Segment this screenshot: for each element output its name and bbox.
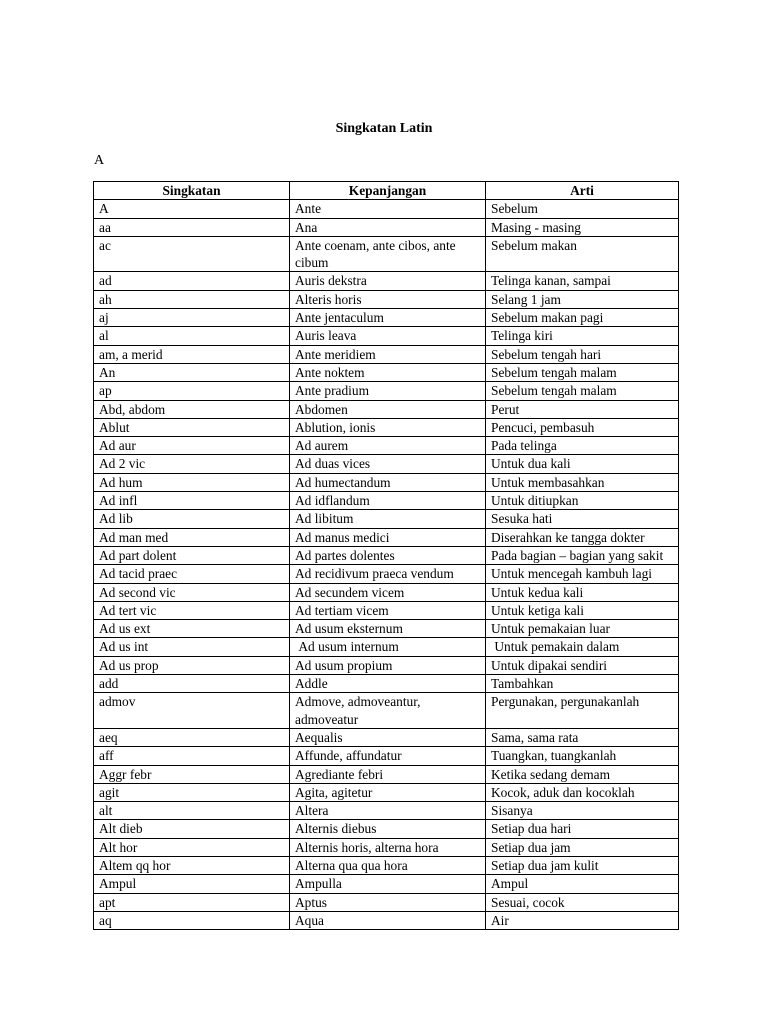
meaning-cell: Ampul bbox=[486, 875, 679, 893]
expansion-cell: Aptus bbox=[290, 893, 486, 911]
abbreviation-cell: Ad hum bbox=[94, 473, 290, 491]
expansion-cell: Aqua bbox=[290, 911, 486, 929]
abbreviation-table bbox=[93, 181, 679, 930]
expansion-cell: Auris leava bbox=[290, 327, 486, 345]
abbreviation-cell: Ad part dolent bbox=[94, 546, 290, 564]
meaning-cell: Sebelum tengah hari bbox=[486, 345, 679, 363]
expansion-cell: Ad usum propium bbox=[290, 656, 486, 674]
table-row bbox=[94, 620, 679, 638]
meaning-cell: Perut bbox=[486, 400, 679, 418]
expansion-cell: Ad recidivum praeca vendum bbox=[290, 565, 486, 583]
meaning-cell: Untuk dipakai sendiri bbox=[486, 656, 679, 674]
table-row bbox=[94, 455, 679, 473]
meaning-cell: Untuk membasahkan bbox=[486, 473, 679, 491]
abbreviation-cell: Ad us prop bbox=[94, 656, 290, 674]
table-row bbox=[94, 838, 679, 856]
expansion-cell: Ablution, ionis bbox=[290, 418, 486, 436]
meaning-cell: Sama, sama rata bbox=[486, 728, 679, 746]
table-row bbox=[94, 492, 679, 510]
abbreviation-cell: Altem qq hor bbox=[94, 856, 290, 874]
abbreviation-cell: Ad tert vic bbox=[94, 601, 290, 619]
abbreviation-cell: ad bbox=[94, 272, 290, 290]
page-title: Singkatan Latin bbox=[335, 121, 433, 136]
table-row bbox=[94, 601, 679, 619]
meaning-cell: Pergunakan, pergunakanlah bbox=[486, 693, 679, 729]
meaning-cell: Ketika sedang demam bbox=[486, 765, 679, 783]
meaning-cell: Sebelum tengah malam bbox=[486, 363, 679, 381]
expansion-cell: Addle bbox=[290, 675, 486, 693]
abbreviation-cell: An bbox=[94, 363, 290, 381]
abbreviation-cell: Ad lib bbox=[94, 510, 290, 528]
expansion-cell: Ad idflandum bbox=[290, 492, 486, 510]
abbreviation-cell: Ad tacid praec bbox=[94, 565, 290, 583]
abbreviation-cell: A bbox=[94, 200, 290, 218]
table-row bbox=[94, 218, 679, 236]
expansion-cell: Agita, agitetur bbox=[290, 783, 486, 801]
meaning-cell: Sesuka hati bbox=[486, 510, 679, 528]
meaning-cell: Diserahkan ke tangga dokter bbox=[486, 528, 679, 546]
table-row bbox=[94, 875, 679, 893]
table-row bbox=[94, 856, 679, 874]
table-row bbox=[94, 675, 679, 693]
expansion-cell: Ad secundem vicem bbox=[290, 583, 486, 601]
expansion-cell: Altera bbox=[290, 802, 486, 820]
table-row bbox=[94, 656, 679, 674]
expansion-cell: Ante meridiem bbox=[290, 345, 486, 363]
meaning-cell: Telinga kanan, sampai bbox=[486, 272, 679, 290]
expansion-cell: Ad partes dolentes bbox=[290, 546, 486, 564]
meaning-cell: Setiap dua jam bbox=[486, 838, 679, 856]
table-row bbox=[94, 327, 679, 345]
abbreviation-cell: Ad 2 vic bbox=[94, 455, 290, 473]
expansion-cell: Ad aurem bbox=[290, 437, 486, 455]
abbreviation-cell: alt bbox=[94, 802, 290, 820]
table-row bbox=[94, 473, 679, 491]
table-row bbox=[94, 382, 679, 400]
abbreviation-cell: ap bbox=[94, 382, 290, 400]
meaning-cell: Kocok, aduk dan kocoklah bbox=[486, 783, 679, 801]
meaning-cell: Air bbox=[486, 911, 679, 929]
meaning-cell: Telinga kiri bbox=[486, 327, 679, 345]
table-body bbox=[94, 200, 679, 930]
expansion-cell: Admove, admoveantur, admoveatur bbox=[290, 693, 486, 729]
expansion-cell: Ad tertiam vicem bbox=[290, 601, 486, 619]
column-header-arti: Arti bbox=[486, 182, 679, 200]
meaning-cell: Setiap dua hari bbox=[486, 820, 679, 838]
expansion-cell: Affunde, affundatur bbox=[290, 747, 486, 765]
meaning-cell: Sebelum tengah malam bbox=[486, 382, 679, 400]
expansion-cell: Ad humectandum bbox=[290, 473, 486, 491]
abbreviation-cell: ah bbox=[94, 290, 290, 308]
abbreviation-cell: Alt dieb bbox=[94, 820, 290, 838]
meaning-cell: Untuk pemakaian luar bbox=[486, 620, 679, 638]
table-row bbox=[94, 747, 679, 765]
table-row bbox=[94, 510, 679, 528]
table-row bbox=[94, 802, 679, 820]
expansion-cell: Ad libitum bbox=[290, 510, 486, 528]
abbreviation-cell: aj bbox=[94, 309, 290, 327]
meaning-cell: Tuangkan, tuangkanlah bbox=[486, 747, 679, 765]
abbreviation-cell: Ad man med bbox=[94, 528, 290, 546]
expansion-cell: Alteris horis bbox=[290, 290, 486, 308]
table-row bbox=[94, 272, 679, 290]
expansion-cell: Ad usum eksternum bbox=[290, 620, 486, 638]
table-row bbox=[94, 911, 679, 929]
table-row bbox=[94, 345, 679, 363]
meaning-cell: Untuk mencegah kambuh lagi bbox=[486, 565, 679, 583]
meaning-cell: Pencuci, pembasuh bbox=[486, 418, 679, 436]
section-heading: A bbox=[94, 153, 105, 168]
table-row bbox=[94, 236, 679, 272]
table-row bbox=[94, 290, 679, 308]
expansion-cell: Agrediante febri bbox=[290, 765, 486, 783]
table-row bbox=[94, 546, 679, 564]
expansion-cell: Abdomen bbox=[290, 400, 486, 418]
table-row bbox=[94, 783, 679, 801]
table-row bbox=[94, 728, 679, 746]
abbreviation-cell: al bbox=[94, 327, 290, 345]
abbreviation-cell: Abd, abdom bbox=[94, 400, 290, 418]
abbreviation-cell: aeq bbox=[94, 728, 290, 746]
meaning-cell: Untuk ketiga kali bbox=[486, 601, 679, 619]
meaning-cell: Untuk ditiupkan bbox=[486, 492, 679, 510]
expansion-cell: Auris dekstra bbox=[290, 272, 486, 290]
meaning-cell: Sebelum bbox=[486, 200, 679, 218]
meaning-cell: Sebelum makan pagi bbox=[486, 309, 679, 327]
expansion-cell: Ad duas vices bbox=[290, 455, 486, 473]
table-row bbox=[94, 893, 679, 911]
abbreviation-cell: ac bbox=[94, 236, 290, 272]
table-row bbox=[94, 693, 679, 729]
abbreviation-cell: Ad second vic bbox=[94, 583, 290, 601]
table-row bbox=[94, 200, 679, 218]
expansion-cell: Alterna qua qua hora bbox=[290, 856, 486, 874]
abbreviation-cell: aff bbox=[94, 747, 290, 765]
abbreviation-cell: Aggr febr bbox=[94, 765, 290, 783]
table-row bbox=[94, 765, 679, 783]
abbreviation-cell: Ad us int bbox=[94, 638, 290, 656]
abbreviation-cell: am, a merid bbox=[94, 345, 290, 363]
meaning-cell: Untuk dua kali bbox=[486, 455, 679, 473]
abbreviation-cell: Ad aur bbox=[94, 437, 290, 455]
meaning-cell: Pada telinga bbox=[486, 437, 679, 455]
meaning-cell: Untuk pemakain dalam bbox=[486, 638, 679, 656]
abbreviation-cell: Ad us ext bbox=[94, 620, 290, 638]
meaning-cell: Sebelum makan bbox=[486, 236, 679, 272]
abbreviation-cell: agit bbox=[94, 783, 290, 801]
abbreviation-cell: Alt hor bbox=[94, 838, 290, 856]
expansion-cell: Alternis horis, alterna hora bbox=[290, 838, 486, 856]
meaning-cell: Masing - masing bbox=[486, 218, 679, 236]
table-row bbox=[94, 309, 679, 327]
abbreviation-cell: aa bbox=[94, 218, 290, 236]
table-header-row bbox=[94, 182, 679, 200]
table-row bbox=[94, 363, 679, 381]
expansion-cell: Ante noktem bbox=[290, 363, 486, 381]
expansion-cell: Ante coenam, ante cibos, ante cibum bbox=[290, 236, 486, 272]
column-header-kepanjangan: Kepanjangan bbox=[290, 182, 486, 200]
meaning-cell: Untuk kedua kali bbox=[486, 583, 679, 601]
expansion-cell: Alternis diebus bbox=[290, 820, 486, 838]
abbreviation-cell: aq bbox=[94, 911, 290, 929]
table-row bbox=[94, 820, 679, 838]
expansion-cell: Ampulla bbox=[290, 875, 486, 893]
expansion-cell: Ana bbox=[290, 218, 486, 236]
table-row bbox=[94, 400, 679, 418]
meaning-cell: Selang 1 jam bbox=[486, 290, 679, 308]
expansion-cell: Ante bbox=[290, 200, 486, 218]
meaning-cell: Sesuai, cocok bbox=[486, 893, 679, 911]
expansion-cell: Ante jentaculum bbox=[290, 309, 486, 327]
meaning-cell: Tambahkan bbox=[486, 675, 679, 693]
meaning-cell: Setiap dua jam kulit bbox=[486, 856, 679, 874]
abbreviation-cell: apt bbox=[94, 893, 290, 911]
expansion-cell: Aequalis bbox=[290, 728, 486, 746]
abbreviation-cell: add bbox=[94, 675, 290, 693]
table-row bbox=[94, 638, 679, 656]
abbreviation-cell: admov bbox=[94, 693, 290, 729]
abbreviation-cell: Ampul bbox=[94, 875, 290, 893]
expansion-cell: Ante pradium bbox=[290, 382, 486, 400]
expansion-cell: Ad usum internum bbox=[290, 638, 486, 656]
abbreviation-cell: Ad infl bbox=[94, 492, 290, 510]
table-row bbox=[94, 418, 679, 436]
expansion-cell: Ad manus medici bbox=[290, 528, 486, 546]
column-header-singkatan: Singkatan bbox=[94, 182, 290, 200]
meaning-cell: Pada bagian – bagian yang sakit bbox=[486, 546, 679, 564]
meaning-cell: Sisanya bbox=[486, 802, 679, 820]
table-row bbox=[94, 583, 679, 601]
table-row bbox=[94, 437, 679, 455]
table-row bbox=[94, 528, 679, 546]
abbreviation-cell: Ablut bbox=[94, 418, 290, 436]
table-row bbox=[94, 565, 679, 583]
